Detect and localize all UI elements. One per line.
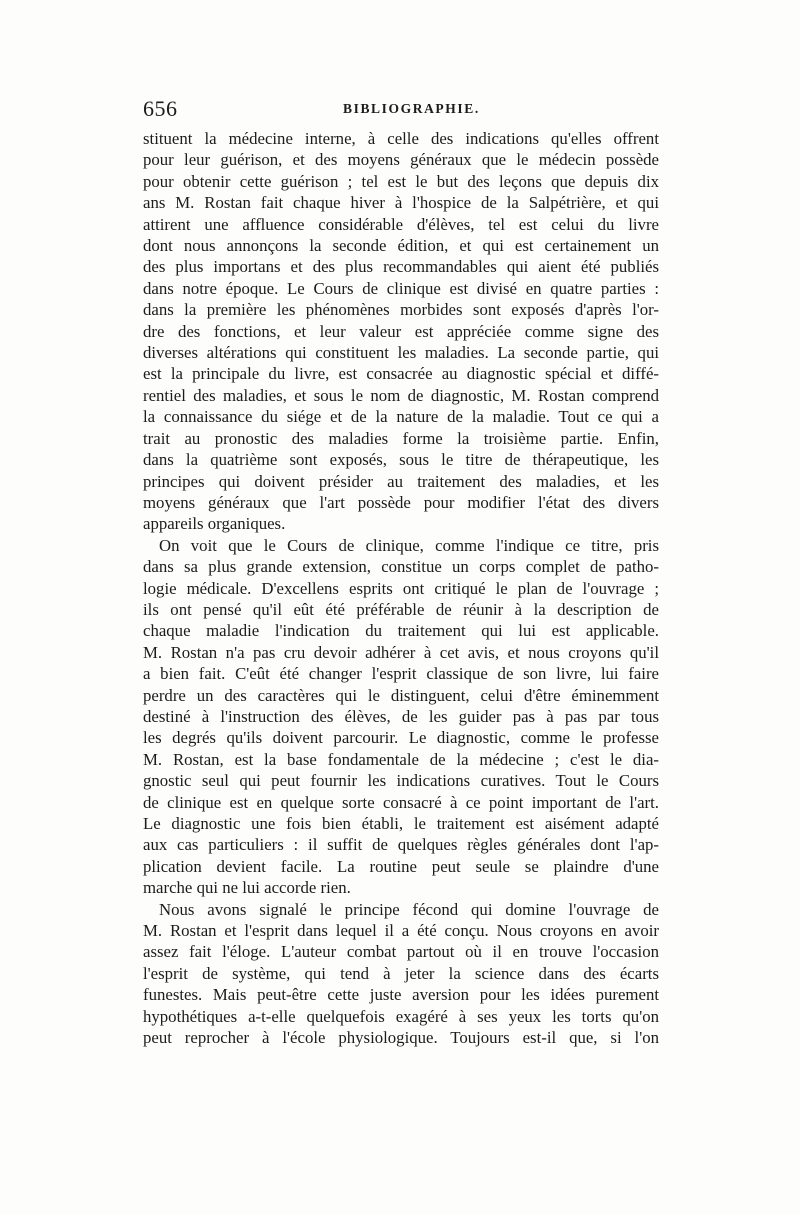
text-line: l'esprit de système, qui tend à jeter la science dans des écarts (143, 963, 659, 983)
text-line: On voit que le Cours de clinique, comme l'indique ce titre, pris (159, 535, 659, 555)
text-line: diverses altérations qui constituent les maladies. La seconde partie, qui (143, 343, 659, 363)
text-line: pour leur guérison, et des moyens généraux que le médecin possède (143, 150, 659, 170)
paragraph (143, 899, 659, 1049)
text-line: principes qui doivent présider au traitement des maladies, et les (143, 471, 659, 491)
text-line: chaque maladie l'indication du traitement qui lui est applicable. (143, 621, 659, 641)
paragraph (143, 128, 659, 535)
text-line: plication devient facile. La routine peut seule se plaindre d'une (143, 856, 659, 876)
text-line: des plus importans et des plus recommandables qui aient été publiés (143, 257, 659, 277)
text-line: dre des fonctions, et leur valeur est appréciée comme signe des (143, 321, 659, 341)
text-line: dans notre époque. Le Cours de clinique est divisé en quatre parties : (143, 278, 659, 298)
text-line: M. Rostan n'a pas cru devoir adhérer à cet avis, et nous croyons qu'il (143, 642, 659, 662)
text-line: trait au pronostic des maladies forme la troisième partie. Enfin, (143, 428, 659, 448)
text-line: les degrés qu'ils doivent parcourir. Le diagnostic, comme le professe (143, 728, 659, 748)
text-line: moyens généraux que l'art possède pour modifier l'état des divers (143, 492, 659, 512)
text-line: funestes. Mais peut-être cette juste aversion pour les idées purement (143, 985, 659, 1005)
text-line: M. Rostan et l'esprit dans lequel il a été conçu. Nous croyons en avoir (143, 921, 659, 941)
text-line: hypothétiques a-t-elle quelquefois exagéré à ses yeux les torts qu'on (143, 1006, 659, 1026)
text-line: marche qui ne lui accorde rien. (143, 878, 351, 898)
text-line: destiné à l'instruction des élèves, de les guider pas à pas par tous (143, 706, 659, 726)
text-line: est la principale du livre, est consacrée au diagnostic spécial et diffé- (143, 364, 659, 384)
text-line: gnostic seul qui peut fournir les indications curatives. Tout le Cours (143, 771, 659, 791)
text-line: Nous avons signalé le principe fécond qui domine l'ouvrage de (159, 899, 659, 919)
text-line: stituent la médecine interne, à celle des indications qu'elles offrent (143, 129, 659, 148)
text-line: appareils organiques. (143, 514, 286, 534)
text-line: perdre un des caractères qui le distinguent, celui d'être éminemment (143, 685, 659, 705)
text-line: dans la quatrième sont exposés, sous le titre de thérapeutique, les (143, 450, 659, 470)
text-line: logie médicale. D'excellens esprits ont critiqué le plan de l'ouvrage ; (143, 578, 659, 598)
text-line: attirent une affluence considérable d'élèves, tel est celui du livre (143, 214, 659, 234)
text-line: dont nous annonçons la seconde édition, et qui est certainement un (143, 236, 659, 256)
text-line: M. Rostan, est la base fondamentale de la médecine ; c'est le dia- (143, 749, 659, 769)
text-line: rentiel des maladies, et sous le nom de diagnostic, M. Rostan comprend (143, 385, 659, 405)
text-line: aux cas particuliers : il suffit de quelques règles générales dont l'ap- (143, 835, 659, 855)
page-number: 656 (143, 96, 178, 121)
text-line: pour obtenir cette guérison ; tel est le but des leçons que depuis dix (143, 171, 659, 191)
text-line: de clinique est en quelque sorte consacré à ce point important de l'art. (143, 792, 659, 812)
page-header (143, 96, 659, 126)
text-line: a bien fait. C'eût été changer l'esprit classique de son livre, lui faire (143, 664, 659, 684)
text-line: Le diagnostic une fois bien établi, le traitement est aisément adapté (143, 814, 659, 833)
text-line: dans la première les phénomènes morbides sont exposés d'après l'or- (143, 300, 659, 320)
text-line: assez fait l'éloge. L'auteur combat partout où il en trouve l'occasion (143, 942, 659, 962)
text-line: ans M. Rostan fait chaque hiver à l'hospice de la Salpétrière, et qui (143, 193, 659, 213)
body-text (143, 128, 659, 1048)
text-line: la connaissance du siége et de la nature de la maladie. Tout ce qui a (143, 407, 659, 427)
running-title: BIBLIOGRAPHIE. (343, 101, 480, 116)
paragraph (143, 535, 659, 899)
text-line: peut reprocher à l'école physiologique. Toujours est-il que, si l'on (143, 1028, 659, 1048)
text-line: ils ont pensé qu'il eût été préférable de réunir à la description de (143, 599, 659, 619)
text-line: dans sa plus grande extension, constitue un corps complet de patho- (143, 557, 659, 577)
